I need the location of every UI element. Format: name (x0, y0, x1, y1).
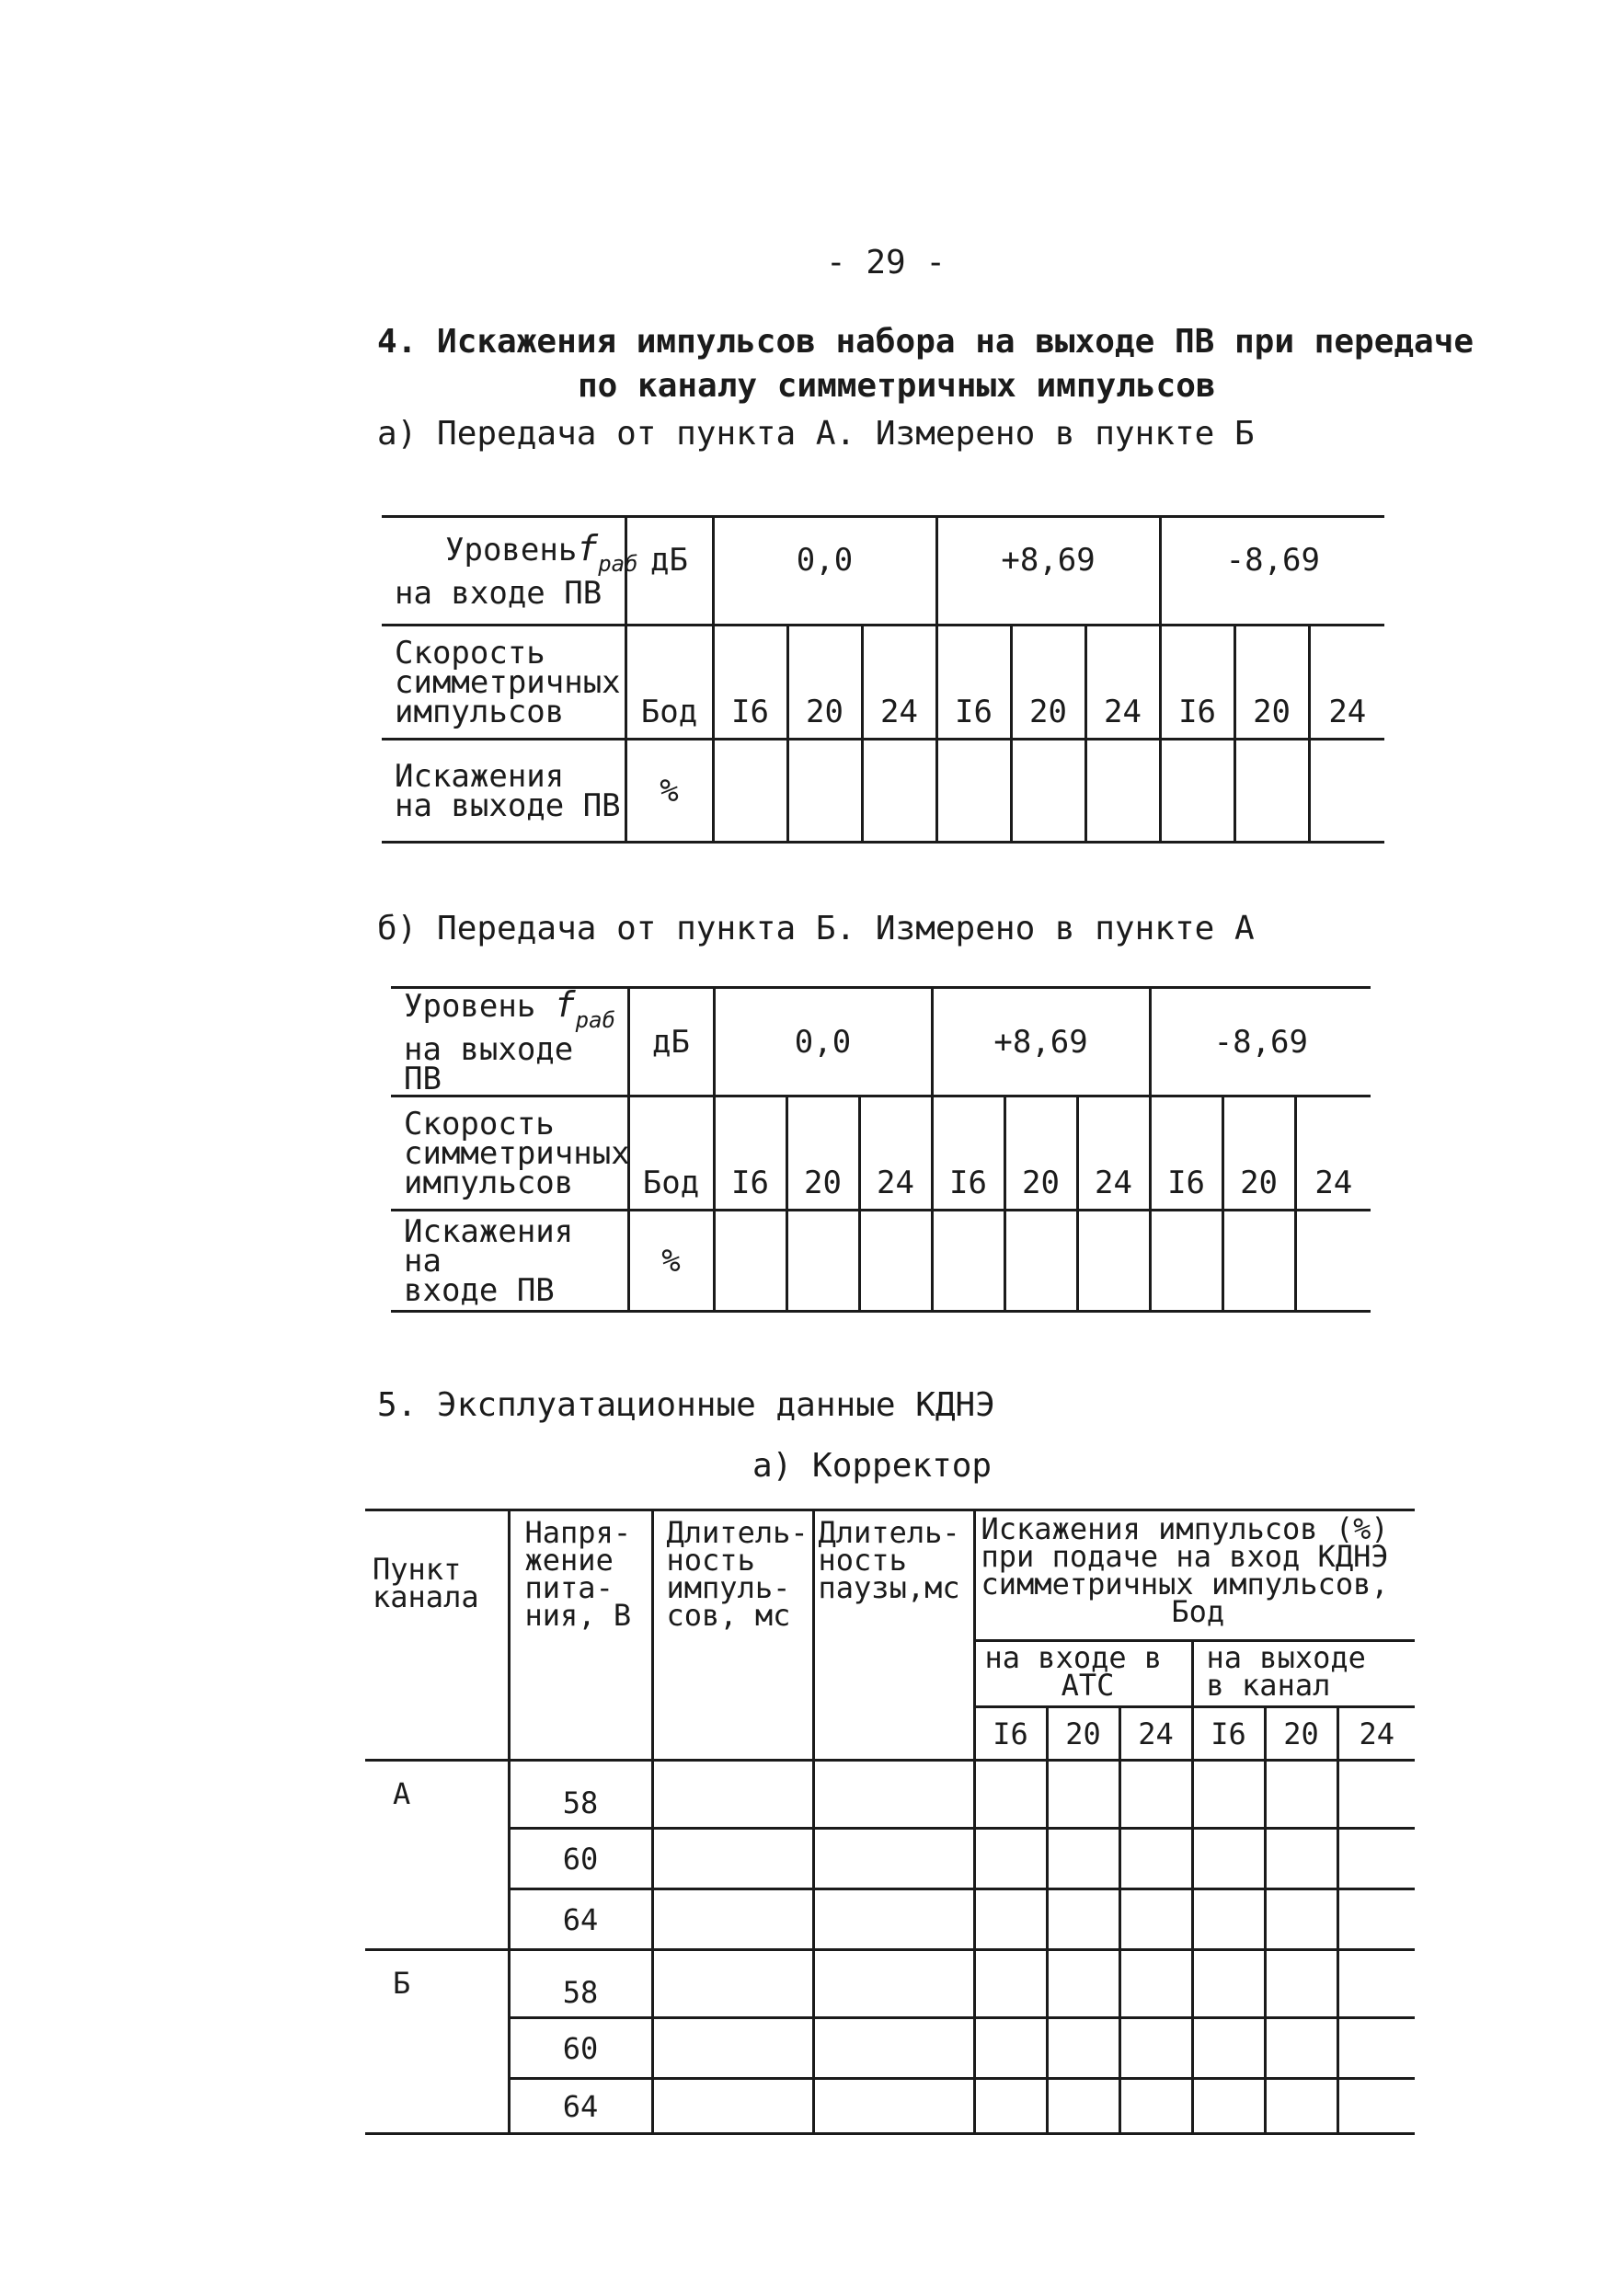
level-label: Уровень (445, 532, 578, 568)
speed-label-cell (382, 626, 625, 740)
data-cell (1265, 1761, 1337, 1829)
header-pause-line: ность (818, 1543, 907, 1578)
header-pulse-line: ность (666, 1543, 755, 1578)
data-cell (652, 2079, 813, 2134)
data-cell (974, 1950, 1047, 2018)
header-distortion (974, 1510, 1415, 1641)
data-cell (1192, 2079, 1265, 2134)
speed-value: 20 (1047, 1707, 1119, 1761)
data-cell (813, 1761, 974, 1829)
voltage-value: 64 (509, 1889, 652, 1950)
data-cell (1119, 1889, 1192, 1950)
data-cell (1337, 2079, 1415, 2134)
distortion-value-cell (1222, 1211, 1295, 1312)
data-cell (1192, 2018, 1265, 2079)
speed-unit: Бод (625, 626, 713, 740)
page-number: - 29 - (826, 244, 947, 281)
data-cell (1337, 1950, 1415, 2018)
data-cell (974, 2018, 1047, 2079)
data-cell (652, 1889, 813, 1950)
voltage-value: 64 (509, 2079, 652, 2134)
header-out-channel (1192, 1641, 1415, 1707)
speed-value: I6 (713, 626, 787, 740)
data-cell (652, 2018, 813, 2079)
data-cell (1119, 1950, 1192, 2018)
header-pulse-line: импуль- (666, 1570, 791, 1605)
distortion-value-cell (1085, 740, 1160, 843)
distortion-value-cell (936, 740, 1011, 843)
speed-value: 20 (1234, 626, 1309, 740)
speed-value: 24 (1295, 1096, 1371, 1211)
level-label-cell (382, 517, 638, 626)
distortion-value-cell (1160, 740, 1234, 843)
header-point-line: канала (373, 1579, 479, 1614)
distortion-value-cell (859, 1211, 932, 1312)
speed-label: симметричных (404, 1134, 630, 1172)
speed-value: I6 (1160, 626, 1234, 740)
section-4-title-line-2: по каналу симметричных импульсов (578, 367, 1216, 405)
table-transmission-b (391, 986, 1371, 1313)
level-value: -8,69 (1150, 988, 1371, 1096)
header-voltage-line: ния, В (524, 1598, 632, 1633)
header-point-line: Пункт (373, 1552, 462, 1587)
distortion-value-cell (932, 1211, 1004, 1312)
header-distortion-line: при подаче на вход КДНЭ (981, 1539, 1389, 1574)
distortion-unit: % (625, 740, 713, 843)
level-value: -8,69 (1160, 517, 1384, 626)
speed-value: 24 (1085, 626, 1160, 740)
distortion-value-cell (714, 1211, 786, 1312)
header-out-channel-line: в канал (1206, 1668, 1331, 1703)
distortion-value-cell (1077, 1211, 1150, 1312)
level-location: на выходе ПВ (404, 1031, 574, 1097)
header-pulse-line: Длитель- (666, 1515, 809, 1550)
table-transmission-a (382, 515, 1384, 844)
header-in-atc-line: на входе в (984, 1640, 1163, 1675)
table-corrector (365, 1509, 1415, 2135)
speed-value: 20 (1004, 1096, 1077, 1211)
data-cell (1119, 2018, 1192, 2079)
data-cell (1192, 1829, 1265, 1889)
header-pause-line: паузы,мс (818, 1570, 960, 1605)
distortion-value-cell (1234, 740, 1309, 843)
f-rab-symbol: $f_{раб}$ (554, 984, 616, 1033)
speed-value: 24 (859, 1096, 932, 1211)
distortion-value-cell (862, 740, 936, 843)
header-distortion-line: симметричных импульсов, (981, 1567, 1389, 1601)
header-in-atc-line: АТС (1061, 1668, 1115, 1703)
level-label-cell (391, 984, 628, 1097)
f-rab-symbol: $f_{раб}$ (577, 528, 638, 577)
header-distortion-line: Бод (1171, 1594, 1225, 1629)
point-a: А (365, 1761, 509, 1950)
data-cell (1337, 2018, 1415, 2079)
speed-unit: Бод (628, 1096, 714, 1211)
distortion-label: на выходе ПВ (395, 786, 621, 824)
data-cell (1047, 1761, 1119, 1829)
speed-label: симметричных (395, 663, 621, 701)
data-cell (652, 1761, 813, 1829)
data-cell (974, 2079, 1047, 2134)
header-pause-line: Длитель- (818, 1515, 960, 1550)
data-cell (813, 1950, 974, 2018)
data-cell (1119, 1829, 1192, 1889)
speed-value: I6 (714, 1096, 786, 1211)
level-value: 0,0 (714, 988, 932, 1096)
data-cell (1119, 1761, 1192, 1829)
data-cell (1337, 1889, 1415, 1950)
level-label: Уровень (404, 988, 536, 1025)
data-cell (1047, 1889, 1119, 1950)
speed-value: 24 (1077, 1096, 1150, 1211)
distortion-label-cell (382, 740, 625, 843)
voltage-value: 60 (509, 2018, 652, 2079)
header-pulse-duration (652, 1510, 813, 1761)
data-cell (1192, 1889, 1265, 1950)
speed-value: 24 (1309, 626, 1384, 740)
data-cell (813, 1829, 974, 1889)
header-out-channel-line: на выходе (1206, 1640, 1366, 1675)
distortion-value-cell (1295, 1211, 1371, 1312)
voltage-value: 58 (509, 1761, 652, 1829)
data-cell (1047, 2018, 1119, 2079)
data-cell (1265, 2079, 1337, 2134)
speed-value: 24 (862, 626, 936, 740)
speed-label: Скорость (395, 634, 545, 672)
header-pulse-line: сов, мс (666, 1598, 791, 1633)
distortion-unit: % (628, 1211, 714, 1312)
distortion-value-cell (787, 740, 862, 843)
level-location: на входе ПВ (395, 575, 602, 612)
header-voltage-line: пита- (524, 1570, 614, 1605)
level-value: 0,0 (713, 517, 936, 626)
data-cell (652, 1829, 813, 1889)
data-cell (1047, 2079, 1119, 2134)
speed-value: I6 (936, 626, 1011, 740)
data-cell (1047, 1950, 1119, 2018)
voltage-value: 58 (509, 1950, 652, 2018)
distortion-value-cell (786, 1211, 859, 1312)
speed-label: Скорость (404, 1105, 555, 1142)
speed-value: 20 (1011, 626, 1085, 740)
data-cell (1192, 1950, 1265, 2018)
data-cell (1265, 1829, 1337, 1889)
speed-label-cell (391, 1096, 628, 1211)
data-cell (1337, 1829, 1415, 1889)
speed-value: I6 (1192, 1707, 1265, 1761)
data-cell (813, 1889, 974, 1950)
speed-value: 20 (1222, 1096, 1295, 1211)
data-cell (974, 1761, 1047, 1829)
speed-value: 20 (1265, 1707, 1337, 1761)
header-in-atc (974, 1641, 1192, 1707)
data-cell (974, 1889, 1047, 1950)
header-voltage (509, 1510, 652, 1761)
data-cell (1047, 1829, 1119, 1889)
data-cell (652, 1950, 813, 2018)
distortion-label: Искажения (395, 757, 565, 795)
section-5-title: 5. Эксплуатационные данные КДНЭ (377, 1386, 995, 1424)
speed-label: импульсов (404, 1164, 574, 1201)
data-cell (813, 2079, 974, 2134)
speed-value: 20 (787, 626, 862, 740)
distortion-label-cell (391, 1211, 628, 1312)
section-4-title-line-1: 4. Искажения импульсов набора на выходе ПВ при передаче (377, 323, 1475, 361)
distortion-label: Искажения на (404, 1212, 574, 1280)
level-value: +8,69 (932, 988, 1150, 1096)
distortion-label: входе ПВ (404, 1271, 555, 1309)
point-b: Б (365, 1950, 509, 2134)
data-cell (813, 2018, 974, 2079)
header-point (365, 1510, 509, 1761)
distortion-value-cell (1004, 1211, 1077, 1312)
header-pause-duration (813, 1510, 974, 1761)
speed-value: 24 (1337, 1707, 1415, 1761)
subsection-a-heading: а) Передача от пункта А. Измерено в пункте Б (377, 415, 1255, 453)
header-voltage-line: Напря- (524, 1515, 632, 1550)
data-cell (974, 1829, 1047, 1889)
data-cell (1192, 1761, 1265, 1829)
data-cell (1265, 1950, 1337, 2018)
level-unit: дБ (628, 988, 714, 1096)
distortion-value-cell (1011, 740, 1085, 843)
distortion-value-cell (713, 740, 787, 843)
speed-value: 24 (1119, 1707, 1192, 1761)
distortion-value-cell (1150, 1211, 1222, 1312)
voltage-value: 60 (509, 1829, 652, 1889)
data-cell (1337, 1761, 1415, 1829)
speed-value: I6 (1150, 1096, 1222, 1211)
data-cell (1265, 1889, 1337, 1950)
speed-value: 20 (786, 1096, 859, 1211)
speed-value: I6 (974, 1707, 1047, 1761)
speed-value: I6 (932, 1096, 1004, 1211)
data-cell (1119, 2079, 1192, 2134)
data-cell (1265, 2018, 1337, 2079)
level-value: +8,69 (936, 517, 1160, 626)
distortion-value-cell (1309, 740, 1384, 843)
speed-label: импульсов (395, 693, 565, 730)
subsection-b-heading: б) Передача от пункта Б. Измерено в пункте А (377, 910, 1255, 947)
header-distortion-line: Искажения импульсов (%) (981, 1511, 1389, 1546)
header-voltage-line: жение (524, 1543, 614, 1578)
level-unit: дБ (625, 517, 713, 626)
section-5-subheading: а) Корректор (752, 1447, 993, 1485)
